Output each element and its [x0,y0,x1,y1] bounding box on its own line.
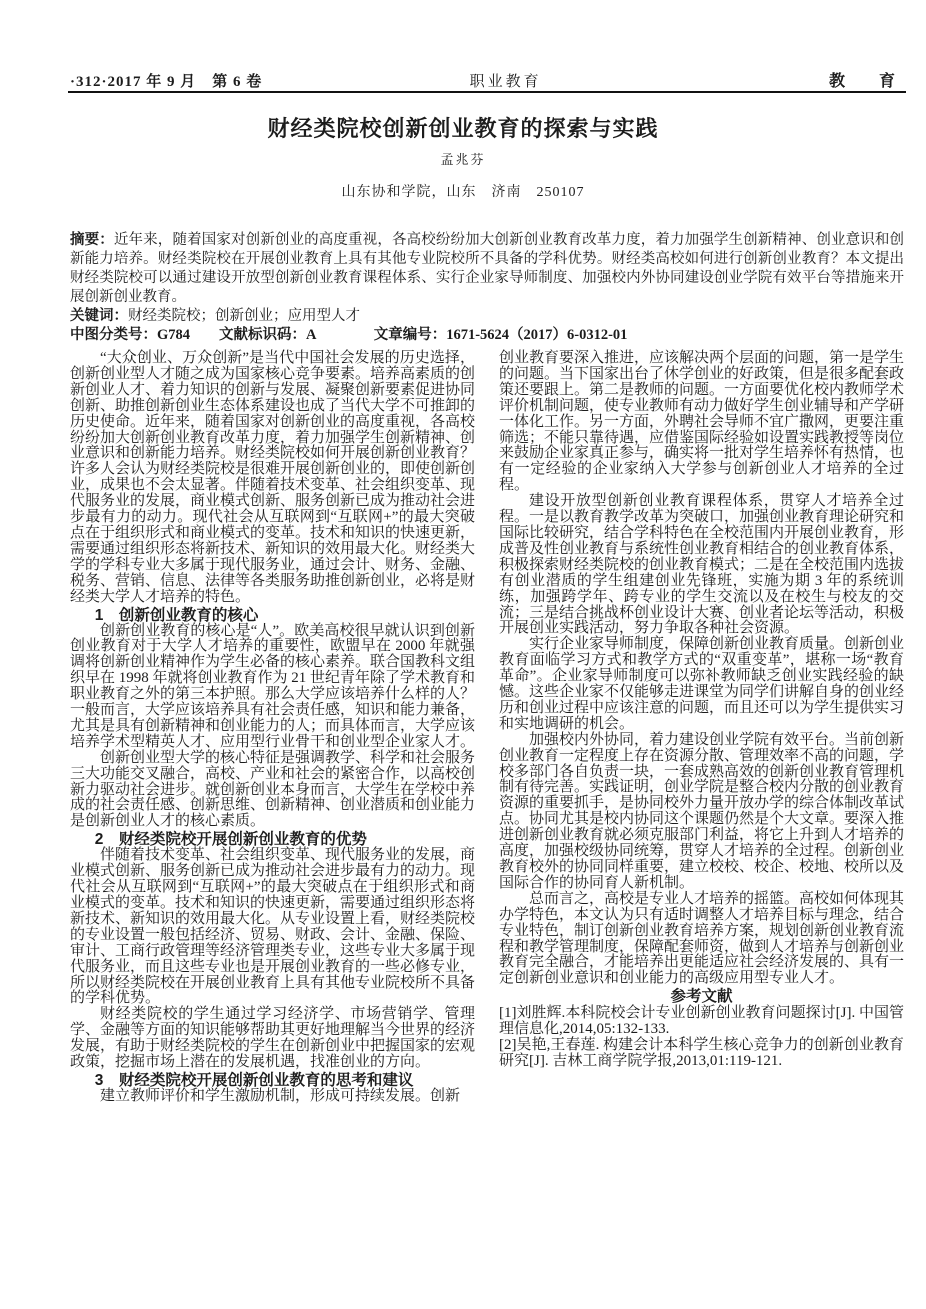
paragraph: 总而言之，高校是专业人才培养的摇篮。高校如何体现其办学特色，本文认为只有适时调整人才培养目标与理念，结合专业特色，制订创新创业教育培养方案，规划创新创业教育流程和教学管理制度，保障配套师资，做到人才培养与创新创业教育完全融合，才能培养出更能适应社会经济发展的、具有一定创新创业意识和创业能力的高级应用型专业人才。 [499,890,905,987]
left-column [70,351,475,1105]
paragraph: 伴随着技术变革、社会组织变革、现代服务业的发展，商业模式创新、服务创新已成为推动社会进步最有力的动力。现代社会从互联网到“互联网+”的最大突破点在于组织形式和商业模式的变革。技术和知识的快速更新，需要通过组织形态将新技术、新知识的效用最大化。从专业设置上看，财经类院校的专业设置一般包括经济、贸易、财政、会计、金融、保险、审计、工商行政管理等经济管理类专业，这些专业大多属于现代服务业，而且这些专业也是开展创业教育的一些必修专业，所以财经类院校在开展创业教育上具有其他专业院校所不具备的学科优势。 [70,847,476,1007]
paragraph: 实行企业家导师制度，保障创新创业教育质量。创新创业教育面临学习方式和教学方式的“双重变革”，堪称一场“教育革命”。企业家导师制度可以弥补教师缺乏创业实践经验的缺憾。这些企业家不仅能够走进课堂为同学们讲解自身的创业经历和创业过程中应该注意的问题，而且还可以为学生提供实习和实地调研的机会。 [499,636,905,732]
keywords-label: 关键词： [70,308,128,324]
paragraph: 创新创业型大学的核心特征是强调教学、科学和社会服务三大功能交叉融合，高校、产业和社会的紧密合作，以高校创新力驱动社会进步。就创新创业本身而言，大学生在学校中养成的社会责任感、创新思维、创新精神、创业潜质和创业能力是创新创业人才的核心素质。 [70,749,476,830]
journal-name: 教 育 [828,73,904,90]
abstract-label: 摘要： [70,232,114,248]
paragraph: 建立教师评价和学生激励机制，形成可持续发展。创新 [100,1087,461,1104]
keywords [70,307,904,326]
keywords-text: 财经类院校；创新创业；应用型人才 [128,308,360,324]
article-meta [70,231,904,345]
references-heading: 参考文献 [670,988,733,1006]
article-author: 孟兆芬 [440,152,486,167]
abstract-text: 近年来，随着国家对创新创业的高度重视，各高校纷纷加大创新创业教育改革力度，着力加强学生创新精神、创业意识和创新能力培养。财经类院校在开展创业教育上具有其他专业院校所不具备的学科优势。财经类高校如何进行创新创业教育？本文提出财经类院校可以通过建设开放型创新创业教育课程体系、实行企业家导师制度、加强校内外协同建设创业学院有效平台等措施来开展创新创业教育。 [70,232,904,305]
paragraph: 创新创业教育的核心是“人”。欧美高校很早就认识到创新创业教育对于大学人才培养的重要性，欧盟早在 2000 年就强调将创新创业精神作为学生必备的核心素养。联合国教科文组织早在 1998 年就将创业教育作为 21 世纪青年除了学术教育和职业教育之外的第三本护照。那么大学应该培养什么样的人？一般而言，大学应该培养具有社会责任感，知识和能力兼备，尤其是具有创新精神和创业能力的人；而具体而言，大学应该培养学术型精英人才、应用型行业骨干和创业型企业家人才。 [70,622,476,750]
abstract [70,231,904,307]
paragraph: 财经类院校的学生通过学习经济学、市场营销学、管理学、金融等方面的知识能够帮助其更好地理解当今世界的经济发展，有助于财经类院校的学生在创新创业中把握国家的宏观政策，挖掘市场上潜在的发展机遇，找准创业的方向。 [70,1006,476,1071]
right-column [499,351,904,1105]
classification-line: 中图分类号：G784 文献标识码：A 文章编号：1671-5624（2017）6-0312-01 [70,327,628,343]
reference-item: [2]吴艳,王春莲. 构建会计本科学生核心竞争力的创新创业教育研究[J]. 吉林工商学院学报,2013,01:119-121. [499,1036,904,1069]
article-body [70,351,904,1105]
paragraph: “大众创业、万众创新”是当代中国社会发展的历史选择，创新创业型人才随之成为国家核心竞争要素。培养高素质的创新创业人才、着力知识的创新与发展、凝聚创新要素促进协同创新、助推创新创业生态体系建设也成了当代大学不可推卸的历史使命。近年来，随着国家对创新创业的高度重视，各高校纷纷加大创新创业教育改革力度，着力加强学生创新精神、创业意识和创新能力培养。财经类院校如何开展创新创业教育？许多人会认为财经类院校是很难开展创新创业的，即使创新创业，成果也不会太显著。伴随着技术变革、社会组织变革、现代服务业的发展，商业模式创新、服务创新已成为推动社会进步最有力的动力。现代社会从互联网到“互联网+”的最大突破点在于组织形式和商业模式的变革。技术和知识的快速更新，需要通过组织形态将新技术、新知识的效用最大化。财经类大学的学科专业大多属于现代服务业，通过会计、财务、金融、税务、营销、信息、法律等各类服务助推创新创业，必将是财经类大学人才培养的特色。 [70,350,476,605]
paragraph: 加强校内外协同，着力建设创业学院有效平台。当前创新创业教育一定程度上存在资源分散、管理效率不高的问题，学校多部门各自负责一块，一套成熟高效的创新创业教育管理机制有待完善。实践证明，创业学院是整合校内分散的创业教育资源的重要抓手，是协同校外力量开放办学的综合体制改革试点。协同尤其是校内协同这个课题仍然是个大文章。要深入推进创新创业教育就必须克服部门利益，将它上升到人才培养的高度，加强校级协同统筹，贯穿人才培养的全过程。创新创业教育校外的协同同样重要，建立校校、校企、校地、校所以及国际合作的协同育人新机制。 [499,731,905,891]
section-heading-1: 1 创新创业教育的核心 [94,606,259,624]
page-volume-info: ·312·2017 年 9 月 第 6 卷 [70,74,263,90]
paragraph-continued: 创业教育要深入推进，应该解决两个层面的问题，第一是学生的问题。当下国家出台了休学创业的好政策，但是很多配套政策还要跟上。第二是教师的问题。一方面要优化校内教师学术评价机制问题，使专业教师有动力做好学生创业辅导和产学研一体化工作。另一方面，外聘社会导师不宜广撒网，更要注重筛选；不能只靠待遇，应借鉴国际经验如设置实践教授等岗位来鼓励企业家真正参与，确实将一批对学生培养怀有热情，也有一定经验的企业家纳入大学参与创新创业人才培养的全过程。 [499,350,905,494]
section-heading-3: 3 财经类院校开展创新创业教育的思考和建议 [94,1071,414,1089]
paragraph: 建设开放型创新创业教育课程体系，贯穿人才培养全过程。一是以教育教学改革为突破口，加强创业教育理论研究和国际比较研究，结合学科特色在全校范围内开展创业教育，形成普及性创业教育与系统性创业教育相结合的创业教育体系，积极探索财经类院校的创业教育模式；二是在全校范围内选拔有创业潜质的学生组建创业先锋班，实施为期 3 年的系统训练，加强跨学年、跨专业的学生交流以及在校生与校友的交流；三是结合挑战杯创业设计大赛、创业者论坛等活动，积极开展创业实践活动，努力争取各种社会资源。 [499,493,905,637]
article-title: 财经类院校创新创业教育的探索与实践 [267,116,659,141]
running-head [70,68,904,91]
section-heading-2: 2 财经类院校开展创新创业教育的优势 [94,831,367,849]
reference-item: [1]刘胜辉.本科院校会计专业创新创业教育问题探讨[J]. 中国管理信息化,2014,05:132-133. [499,1005,904,1038]
header-rule [68,91,906,93]
article-affiliation: 山东协和学院，山东 济南 250107 [341,185,585,200]
journal-section: 职业教育 [469,74,542,90]
